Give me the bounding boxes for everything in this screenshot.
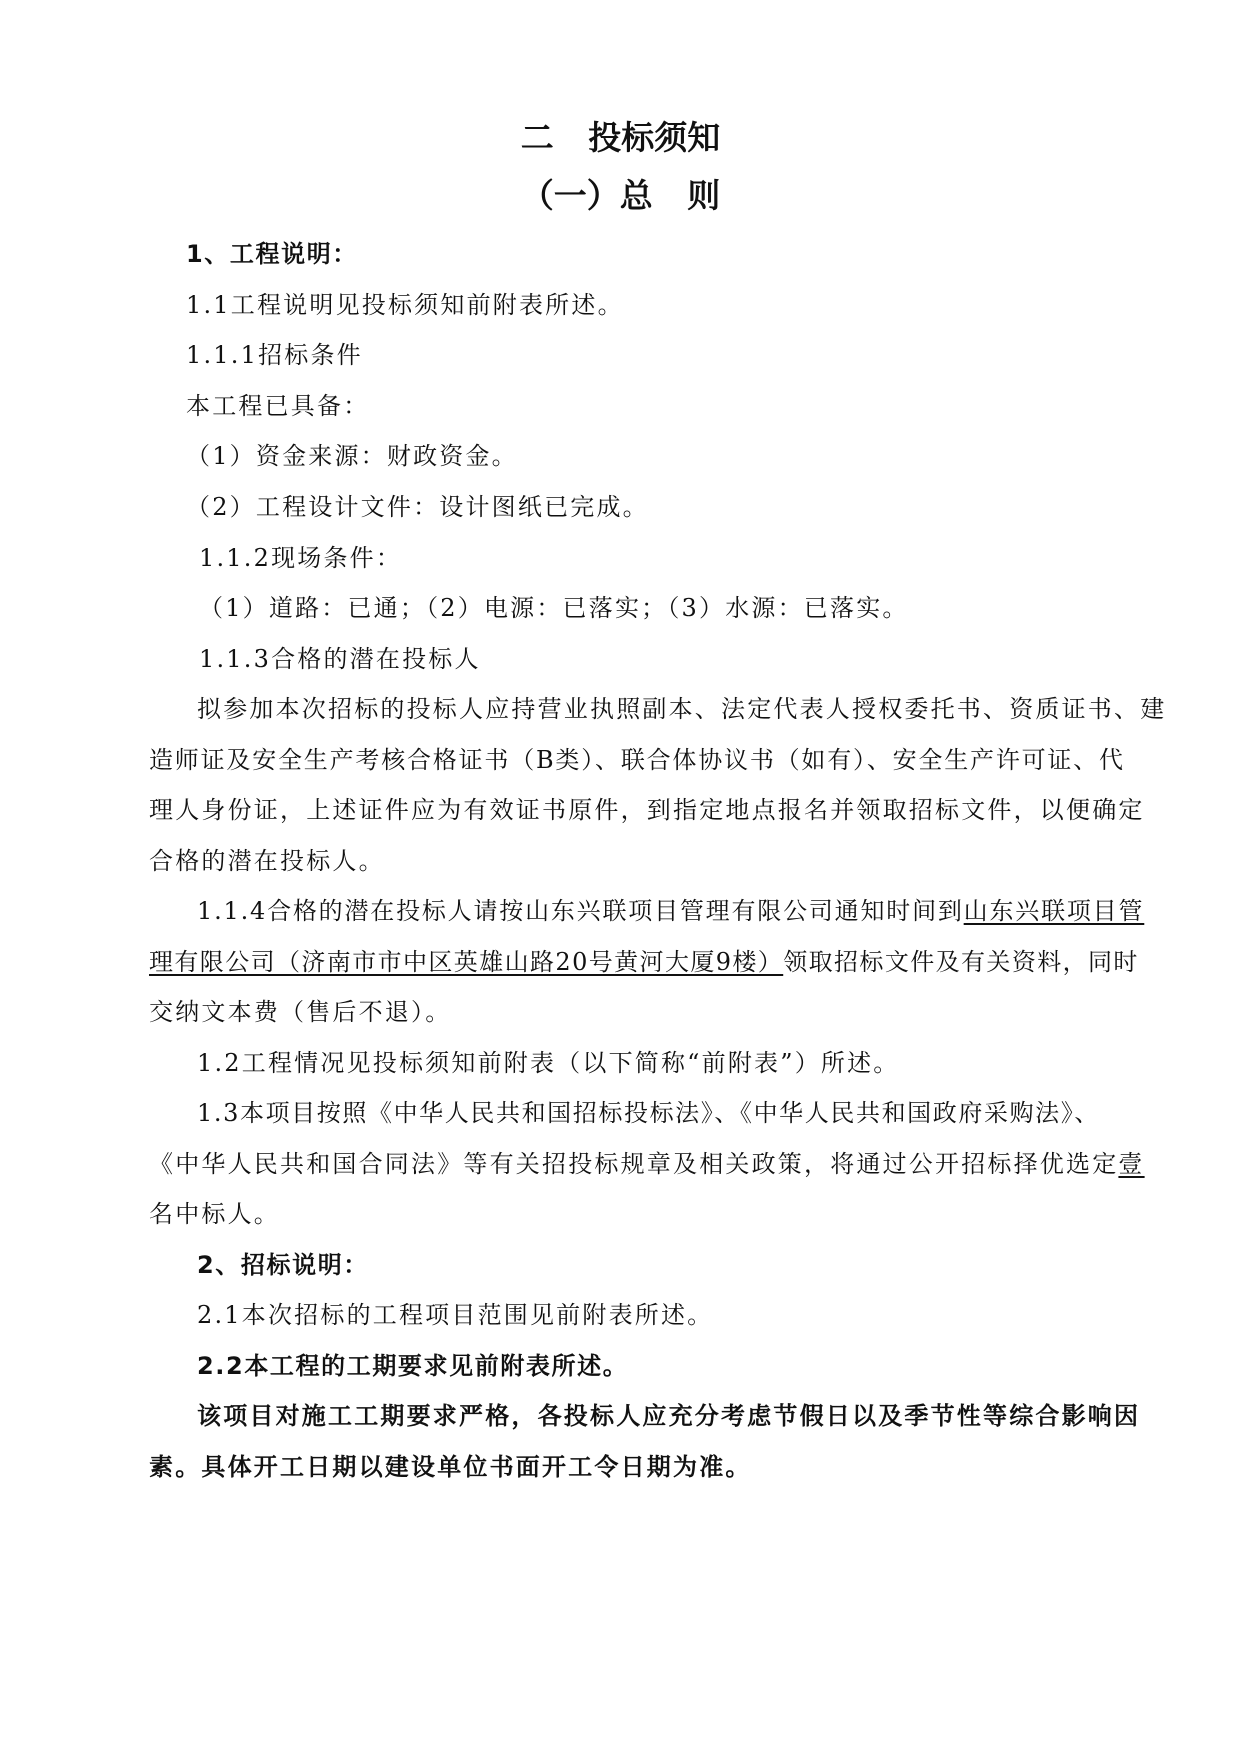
para-113-line1: 拟参加本次招标的投标人应持营业执照副本、法定代表人授权委托书、资质证书、建 [197,695,1167,723]
clause-1-3-line1: 1.3本项目按照《中华人民共和国招标投标法》、《中华人民共和国政府采购法》、 [197,1099,1100,1127]
s1-title: 1、工程说明： [186,240,358,268]
clause-2-2: 2.2本工程的工期要求见前附表所述。 [197,1352,629,1380]
para-114-text: 1.1.4合格的潜在投标人请按山东兴联项目管理有限公司通知时间到 [197,897,964,925]
clause-1-2: 1.2工程情况见投标须知前附表（以下简称“前附表”）所述。 [197,1049,900,1077]
clause-1-3-line3: 名中标人。 [149,1200,280,1228]
para-113-line2: 造师证及安全生产考核合格证书（B类）、联合体协议书（如有）、安全生产许可证、代 [149,746,1125,774]
clause-1-3-line2 [149,1147,1145,1181]
para-114-line2 [149,945,1139,979]
winner-count-underlined: 壹 [1118,1150,1145,1178]
clause-2-1: 2.1本次招标的工程项目范围见前附表所述。 [197,1301,714,1329]
design-docs: （2）工程设计文件：设计图纸已完成。 [186,493,649,521]
clause-1-1-1: 1.1.1招标条件 [186,341,363,369]
s2-title: 2、招标说明： [197,1251,369,1279]
venue-name-underlined: 山东兴联项目管 [963,897,1145,925]
clause-1-3-text: 《中华人民共和国合同法》等有关招投标规章及相关政策，将通过公开招标择优选定 [149,1150,1119,1178]
clause-1-1: 1.1工程说明见投标须知前附表所述。 [186,291,624,319]
ready-text: 本工程已具备： [186,392,370,420]
schedule-para-line2: 素。具体开工日期以建设单位书面开工令日期为准。 [149,1453,752,1481]
venue-address-underlined: 理有限公司（济南市市中区英雄山路20号黄河大厦9楼） [149,948,784,976]
subsection-heading: （一）总 则 [520,176,721,215]
para-113-line3: 理人身份证，上述证件应为有效证书原件，到指定地点报名并领取招标文件，以便确定 [149,796,1145,824]
clause-1-1-2: 1.1.2现场条件： [199,544,403,572]
section-heading: 二 投标须知 [520,118,721,157]
schedule-para-line1: 该项目对施工工期要求严格，各投标人应充分考虑节假日以及季节性等综合影响因 [197,1402,1141,1430]
para-114-text2: 领取招标文件及有关资料，同时 [783,948,1139,976]
para-113-line4: 合格的潜在投标人。 [149,847,385,875]
para-114-line3: 交纳文本费（售后不退）。 [149,998,452,1026]
para-114-line1 [197,894,1144,928]
fund-source: （1）资金来源：财政资金。 [186,442,518,470]
clause-1-1-3: 1.1.3合格的潜在投标人 [199,645,481,673]
site-conditions: （1）道路：已通；（2）电源：已落实；（3）水源：已落实。 [199,594,909,622]
